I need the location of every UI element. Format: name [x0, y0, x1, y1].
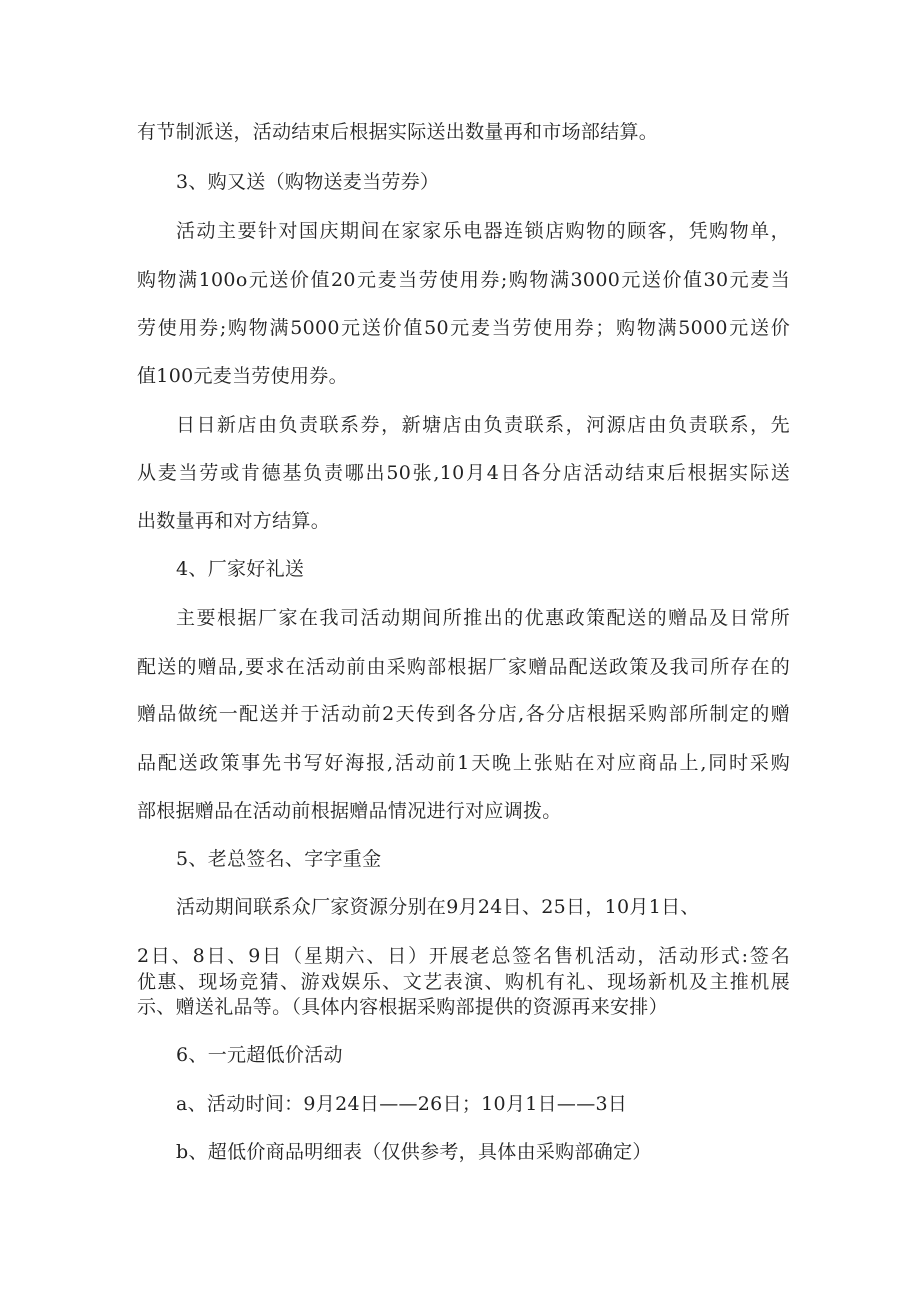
paragraph-line: 值100元麦当劳使用券。 — [137, 365, 348, 387]
paragraph-line: 示、赠送礼品等。（具体内容根据采购部提供的资源再来安排） — [137, 996, 668, 1018]
paragraph-line: 赠品做统一配送并于活动前2天传到各分店,各分店根据采购部所制定的赠 — [137, 703, 790, 725]
paragraph-line: b、超低价商品明细表（仅供参考，具体由采购部确定） — [176, 1141, 652, 1163]
paragraph-line: 2日、8日、9日（星期六、日）开展老总签名售机活动，活动形式:签名 — [137, 945, 790, 967]
section-heading: 4、厂家好礼送 — [176, 558, 305, 580]
paragraph-line: 有节制派送，活动结束后根据实际送出数量再和市场部结算。 — [137, 121, 659, 143]
paragraph-line: 部根据赠品在活动前根据赠品情况进行对应调拨。 — [137, 800, 562, 822]
paragraph-line: 从麦当劳或肯德基负责哪出50张,10月4日各分店活动结束后根据实际送 — [137, 462, 790, 484]
paragraph-line: 品配送政策事先书写好海报,活动前1天晚上张贴在对应商品上,同时采购 — [137, 752, 790, 774]
paragraph-line: 配送的赠品,要求在活动前由采购部根据厂家赠品配送政策及我司所存在的 — [137, 656, 790, 678]
paragraph-line: 活动期间联系众厂家资源分别在9月24日、25日，10月1日、 — [176, 896, 700, 918]
paragraph-line: a、活动时间：9月24日——26日；10月1日——3日 — [176, 1093, 628, 1115]
paragraph-line: 劳使用券;购物满5000元送价值50元麦当劳使用券；购物满5000元送价 — [137, 317, 790, 339]
paragraph-line: 主要根据厂家在我司活动期间所推出的优惠政策配送的赠品及日常所 — [176, 607, 790, 629]
paragraph-line: 优惠、现场竞猜、游戏娱乐、文艺表演、购机有礼、现场新机及主推机展 — [137, 971, 790, 993]
paragraph-line: 购物满100o元送价值20元麦当劳使用券;购物满3000元送价值30元麦当 — [137, 269, 790, 291]
paragraph-line: 日日新店由负责联系券，新塘店由负责联系，河源店由负责联系，先 — [176, 414, 790, 436]
section-heading: 5、老总签名、字字重金 — [176, 848, 382, 870]
paragraph-line: 活动主要针对国庆期间在家家乐电器连锁店购物的顾客，凭购物单， — [176, 220, 790, 242]
paragraph-line: 出数量再和对方结算。 — [137, 510, 331, 532]
section-heading: 3、购又送（购物送麦当劳券） — [176, 171, 440, 193]
section-heading: 6、一元超低价活动 — [176, 1044, 343, 1066]
